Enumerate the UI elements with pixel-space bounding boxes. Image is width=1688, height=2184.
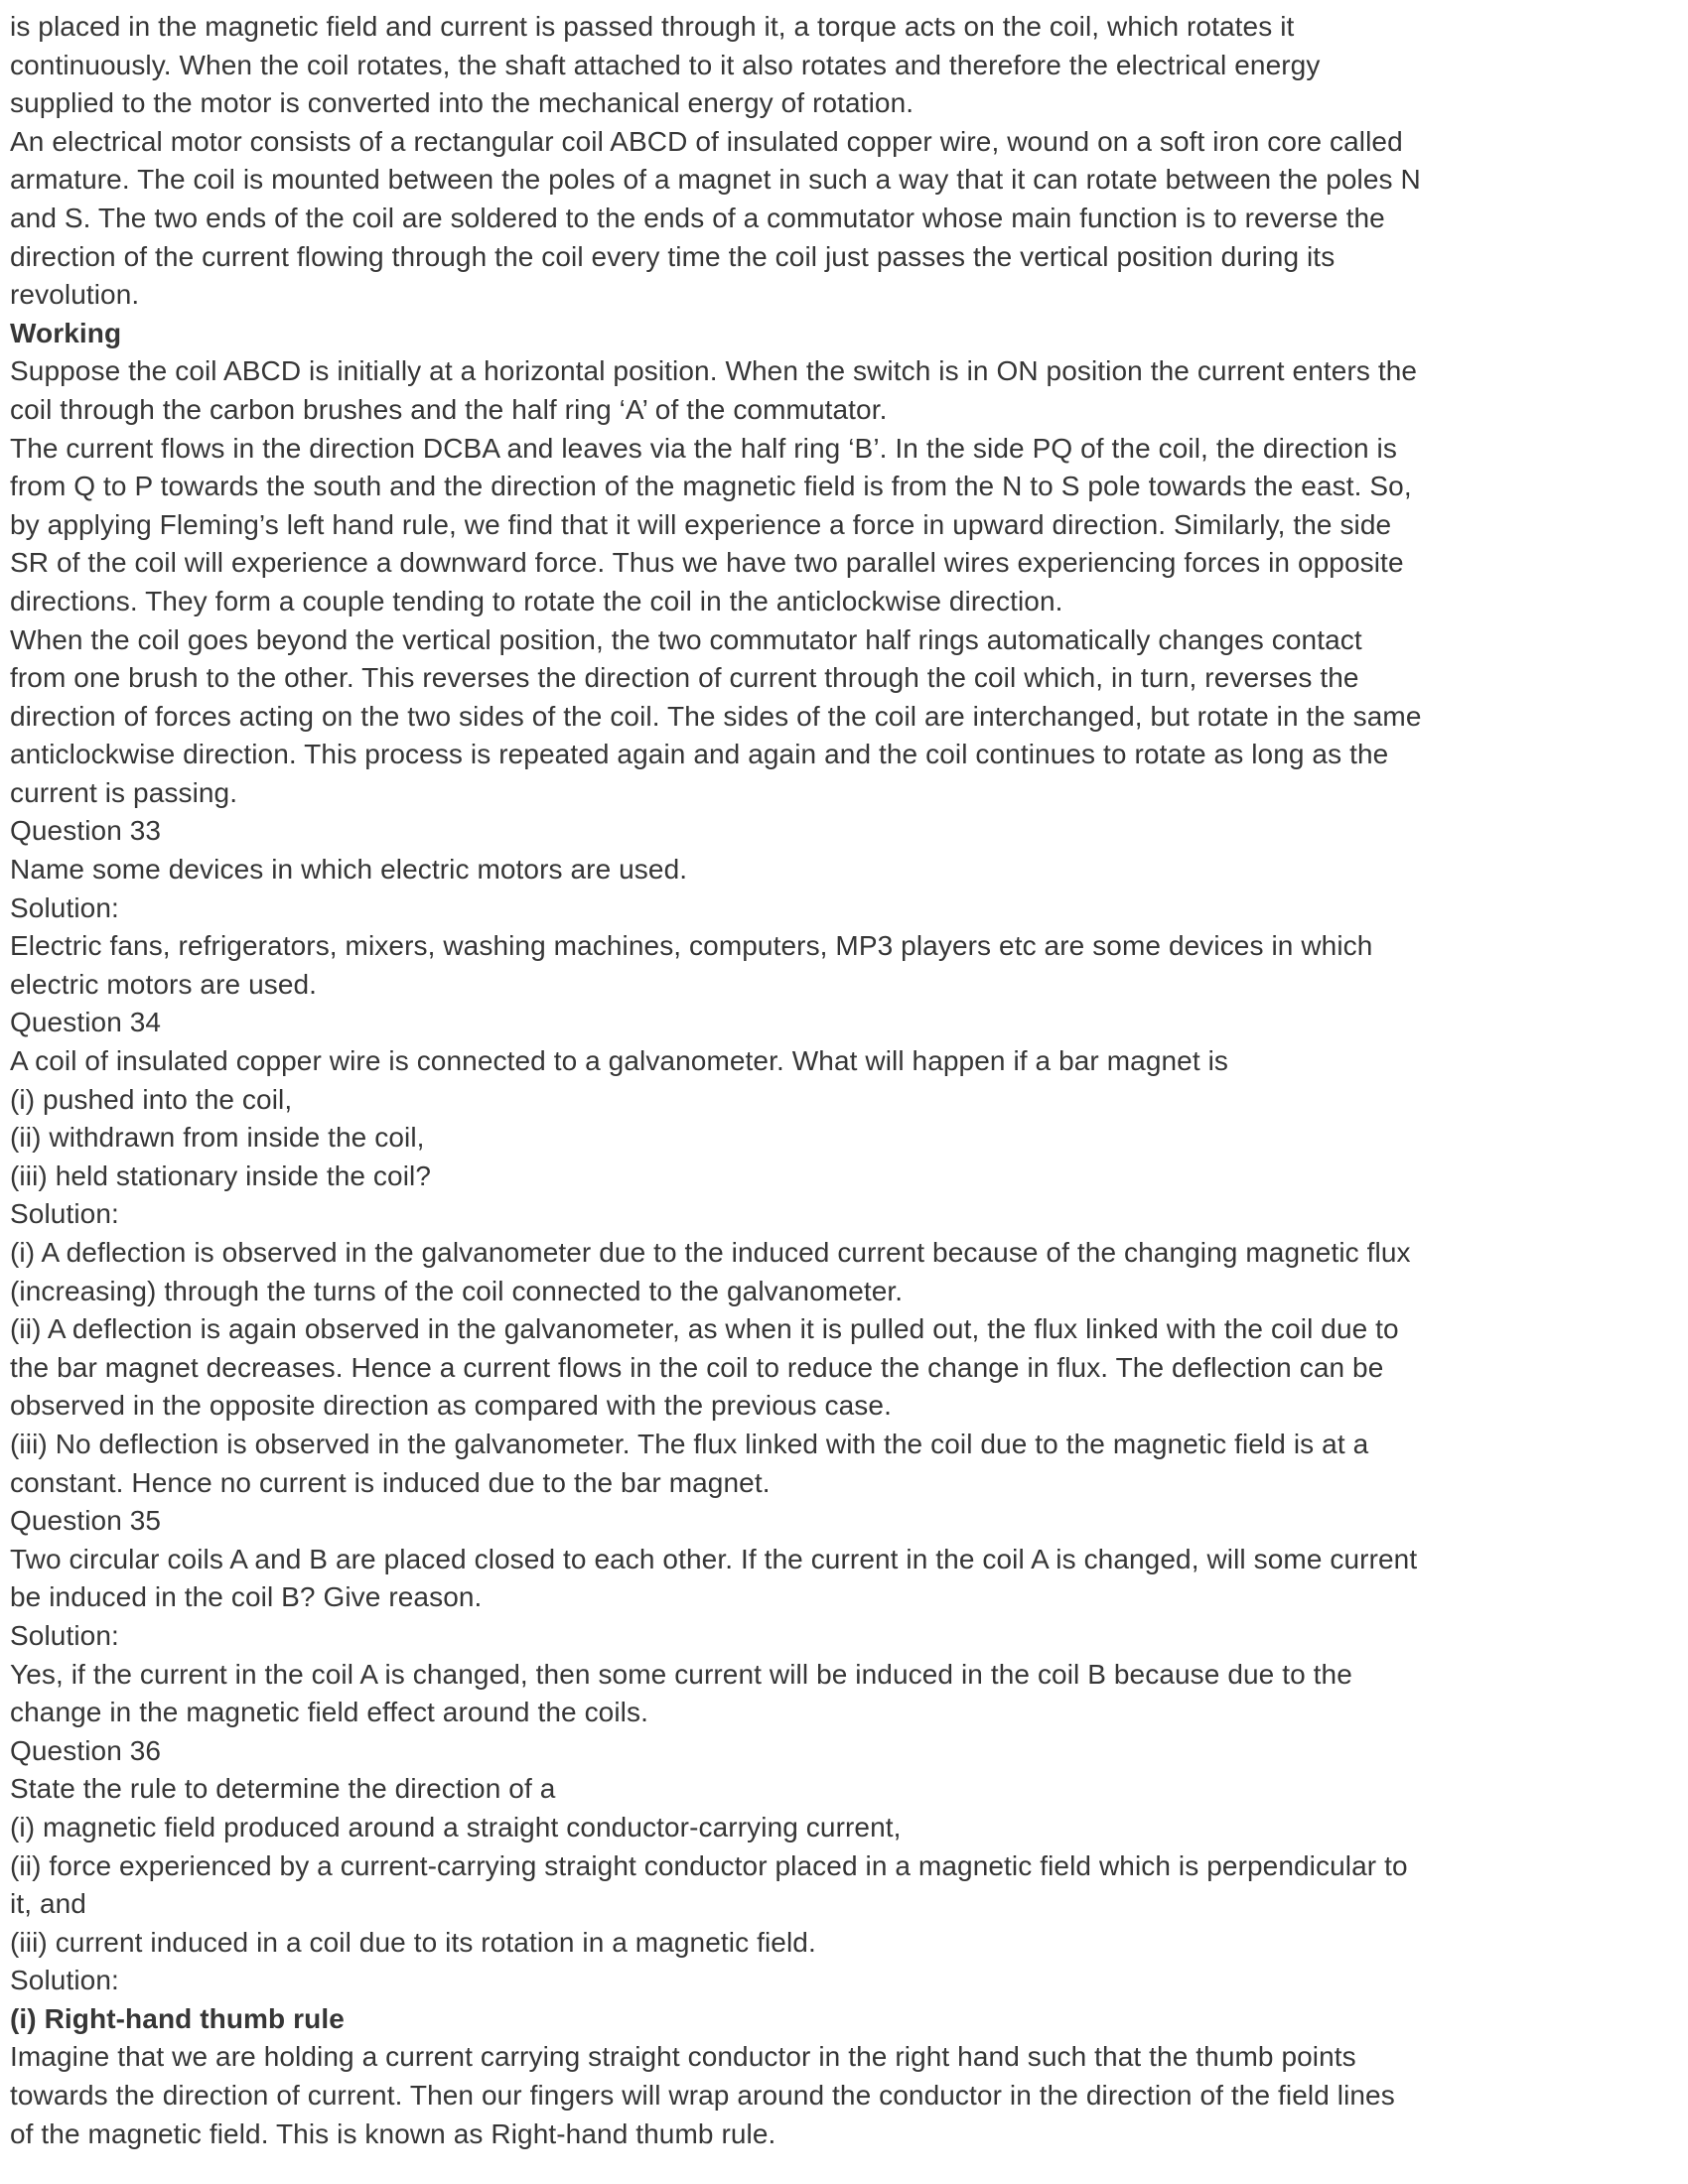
text-line: Question 34	[10, 1007, 162, 1038]
text-line: constant. Hence no current is induced due to the bar magnet.	[10, 1466, 771, 1498]
text-line: Solution:	[10, 1965, 119, 1996]
text-line: Solution:	[10, 1619, 119, 1651]
text-line: (iii) No deflection is observed in the galvanometer. The flux linked with the coil due to the magnetic field is at a	[10, 1428, 1369, 1459]
text-line: armature. The coil is mounted between the poles of a magnet in such a way that it can rotate between the poles N	[10, 164, 1421, 196]
text-line: towards the direction of current. Then our fingers will wrap around the conductor in the direction of the field lines	[10, 2080, 1395, 2112]
text-line: Solution:	[10, 1198, 119, 1230]
text-line: current is passing.	[10, 776, 238, 808]
text-line: The current flows in the direction DCBA and leaves via the half ring ‘B’. In the side PQ of the coil, the direction is	[10, 432, 1397, 464]
text-line: (increasing) through the turns of the coil connected to the galvanometer.	[10, 1275, 904, 1306]
text-line: Two circular coils A and B are placed closed to each other. If the current in the coil A is changed, will some current	[10, 1543, 1418, 1574]
heading-line: (i) Right-hand thumb rule	[10, 2002, 345, 2034]
text-line: supplied to the motor is converted into the mechanical energy of rotation.	[10, 87, 914, 119]
text-line: (i) pushed into the coil,	[10, 1083, 293, 1115]
text-line: (i) magnetic field produced around a straight conductor-carrying current,	[10, 1811, 902, 1843]
text-line: Suppose the coil ABCD is initially at a horizontal position. When the switch is in ON position the current enters the	[10, 355, 1418, 387]
text-line: (iii) held stationary inside the coil?	[10, 1160, 432, 1191]
text-line: anticlockwise direction. This process is repeated again and again and the coil continues to rotate as long as the	[10, 739, 1389, 770]
text-line: direction of forces acting on the two sides of the coil. The sides of the coil are interchanged, but rotate in the same	[10, 700, 1422, 732]
text-line: Imagine that we are holding a current carrying straight conductor in the right hand such that the thumb points	[10, 2041, 1356, 2073]
text-line: electric motors are used.	[10, 968, 318, 1000]
text-line: from Q to P towards the south and the direction of the magnetic field is from the N to S pole towards the east. So,	[10, 471, 1412, 502]
text-line: the bar magnet decreases. Hence a current flows in the coil to reduce the change in flux. The deflection can be	[10, 1351, 1384, 1383]
text-line: by applying Fleming’s left hand rule, we find that it will experience a force in upward direction. Similarly, the side	[10, 508, 1392, 540]
text-line: (iii) current induced in a coil due to its rotation in a magnetic field.	[10, 1926, 816, 1958]
text-line: Question 33	[10, 815, 162, 847]
text-line: Solution:	[10, 891, 119, 923]
text-line: Electric fans, refrigerators, mixers, washing machines, computers, MP3 players etc are some devices in which	[10, 930, 1373, 962]
text-line: A coil of insulated copper wire is connected to a galvanometer. What will happen if a bar magnet is	[10, 1045, 1229, 1077]
text-line: of the magnetic field. This is known as Right-hand thumb rule.	[10, 2117, 776, 2149]
text-line: coil through the carbon brushes and the half ring ‘A’ of the commutator.	[10, 393, 888, 425]
text-line: (ii) force experienced by a current-carrying straight conductor placed in a magnetic field which is perpendicular to	[10, 1849, 1408, 1881]
text-line: When the coil goes beyond the vertical position, the two commutator half rings automatically changes contact	[10, 623, 1362, 655]
text-line: Yes, if the current in the coil A is changed, then some current will be induced in the coil B because due to the	[10, 1658, 1352, 1690]
text-line: from one brush to the other. This reverses the direction of current through the coil which, in turn, reverses the	[10, 662, 1359, 694]
text-line: and S. The two ends of the coil are soldered to the ends of a commutator whose main function is to reverse the	[10, 202, 1385, 233]
text-line: State the rule to determine the direction of a	[10, 1773, 556, 1805]
text-line: be induced in the coil B? Give reason.	[10, 1581, 483, 1613]
text-line: direction of the current flowing through the coil every time the coil just passes the vertical position during its	[10, 240, 1336, 272]
text-line: SR of the coil will experience a downward force. Thus we have two parallel wires experiencing forces in opposite	[10, 547, 1404, 579]
text-line: revolution.	[10, 279, 140, 311]
text-line: An electrical motor consists of a rectangular coil ABCD of insulated copper wire, wound on a soft iron core called	[10, 125, 1403, 157]
text-line: directions. They form a couple tending to rotate the coil in the anticlockwise direction.	[10, 585, 1063, 616]
text-line: it, and	[10, 1888, 86, 1920]
text-line: continuously. When the coil rotates, the shaft attached to it also rotates and therefore the electrical energy	[10, 49, 1321, 80]
heading-line: Working	[10, 317, 122, 348]
text-line: Name some devices in which electric motors are used.	[10, 854, 688, 886]
text-line: observed in the opposite direction as compared with the previous case.	[10, 1390, 892, 1422]
text-line: (ii) withdrawn from inside the coil,	[10, 1122, 425, 1154]
text-line: Question 35	[10, 1505, 162, 1537]
text-line: change in the magnetic field effect around the coils.	[10, 1697, 648, 1728]
text-line: is placed in the magnetic field and current is passed through it, a torque acts on the coil, which rotates it	[10, 11, 1295, 42]
text-line: Question 36	[10, 1734, 162, 1766]
text-line: (ii) A deflection is again observed in the galvanometer, as when it is pulled out, the flux linked with the coil due to	[10, 1313, 1399, 1345]
text-line: (i) A deflection is observed in the galvanometer due to the induced current because of the changing magnetic flux	[10, 1237, 1411, 1268]
